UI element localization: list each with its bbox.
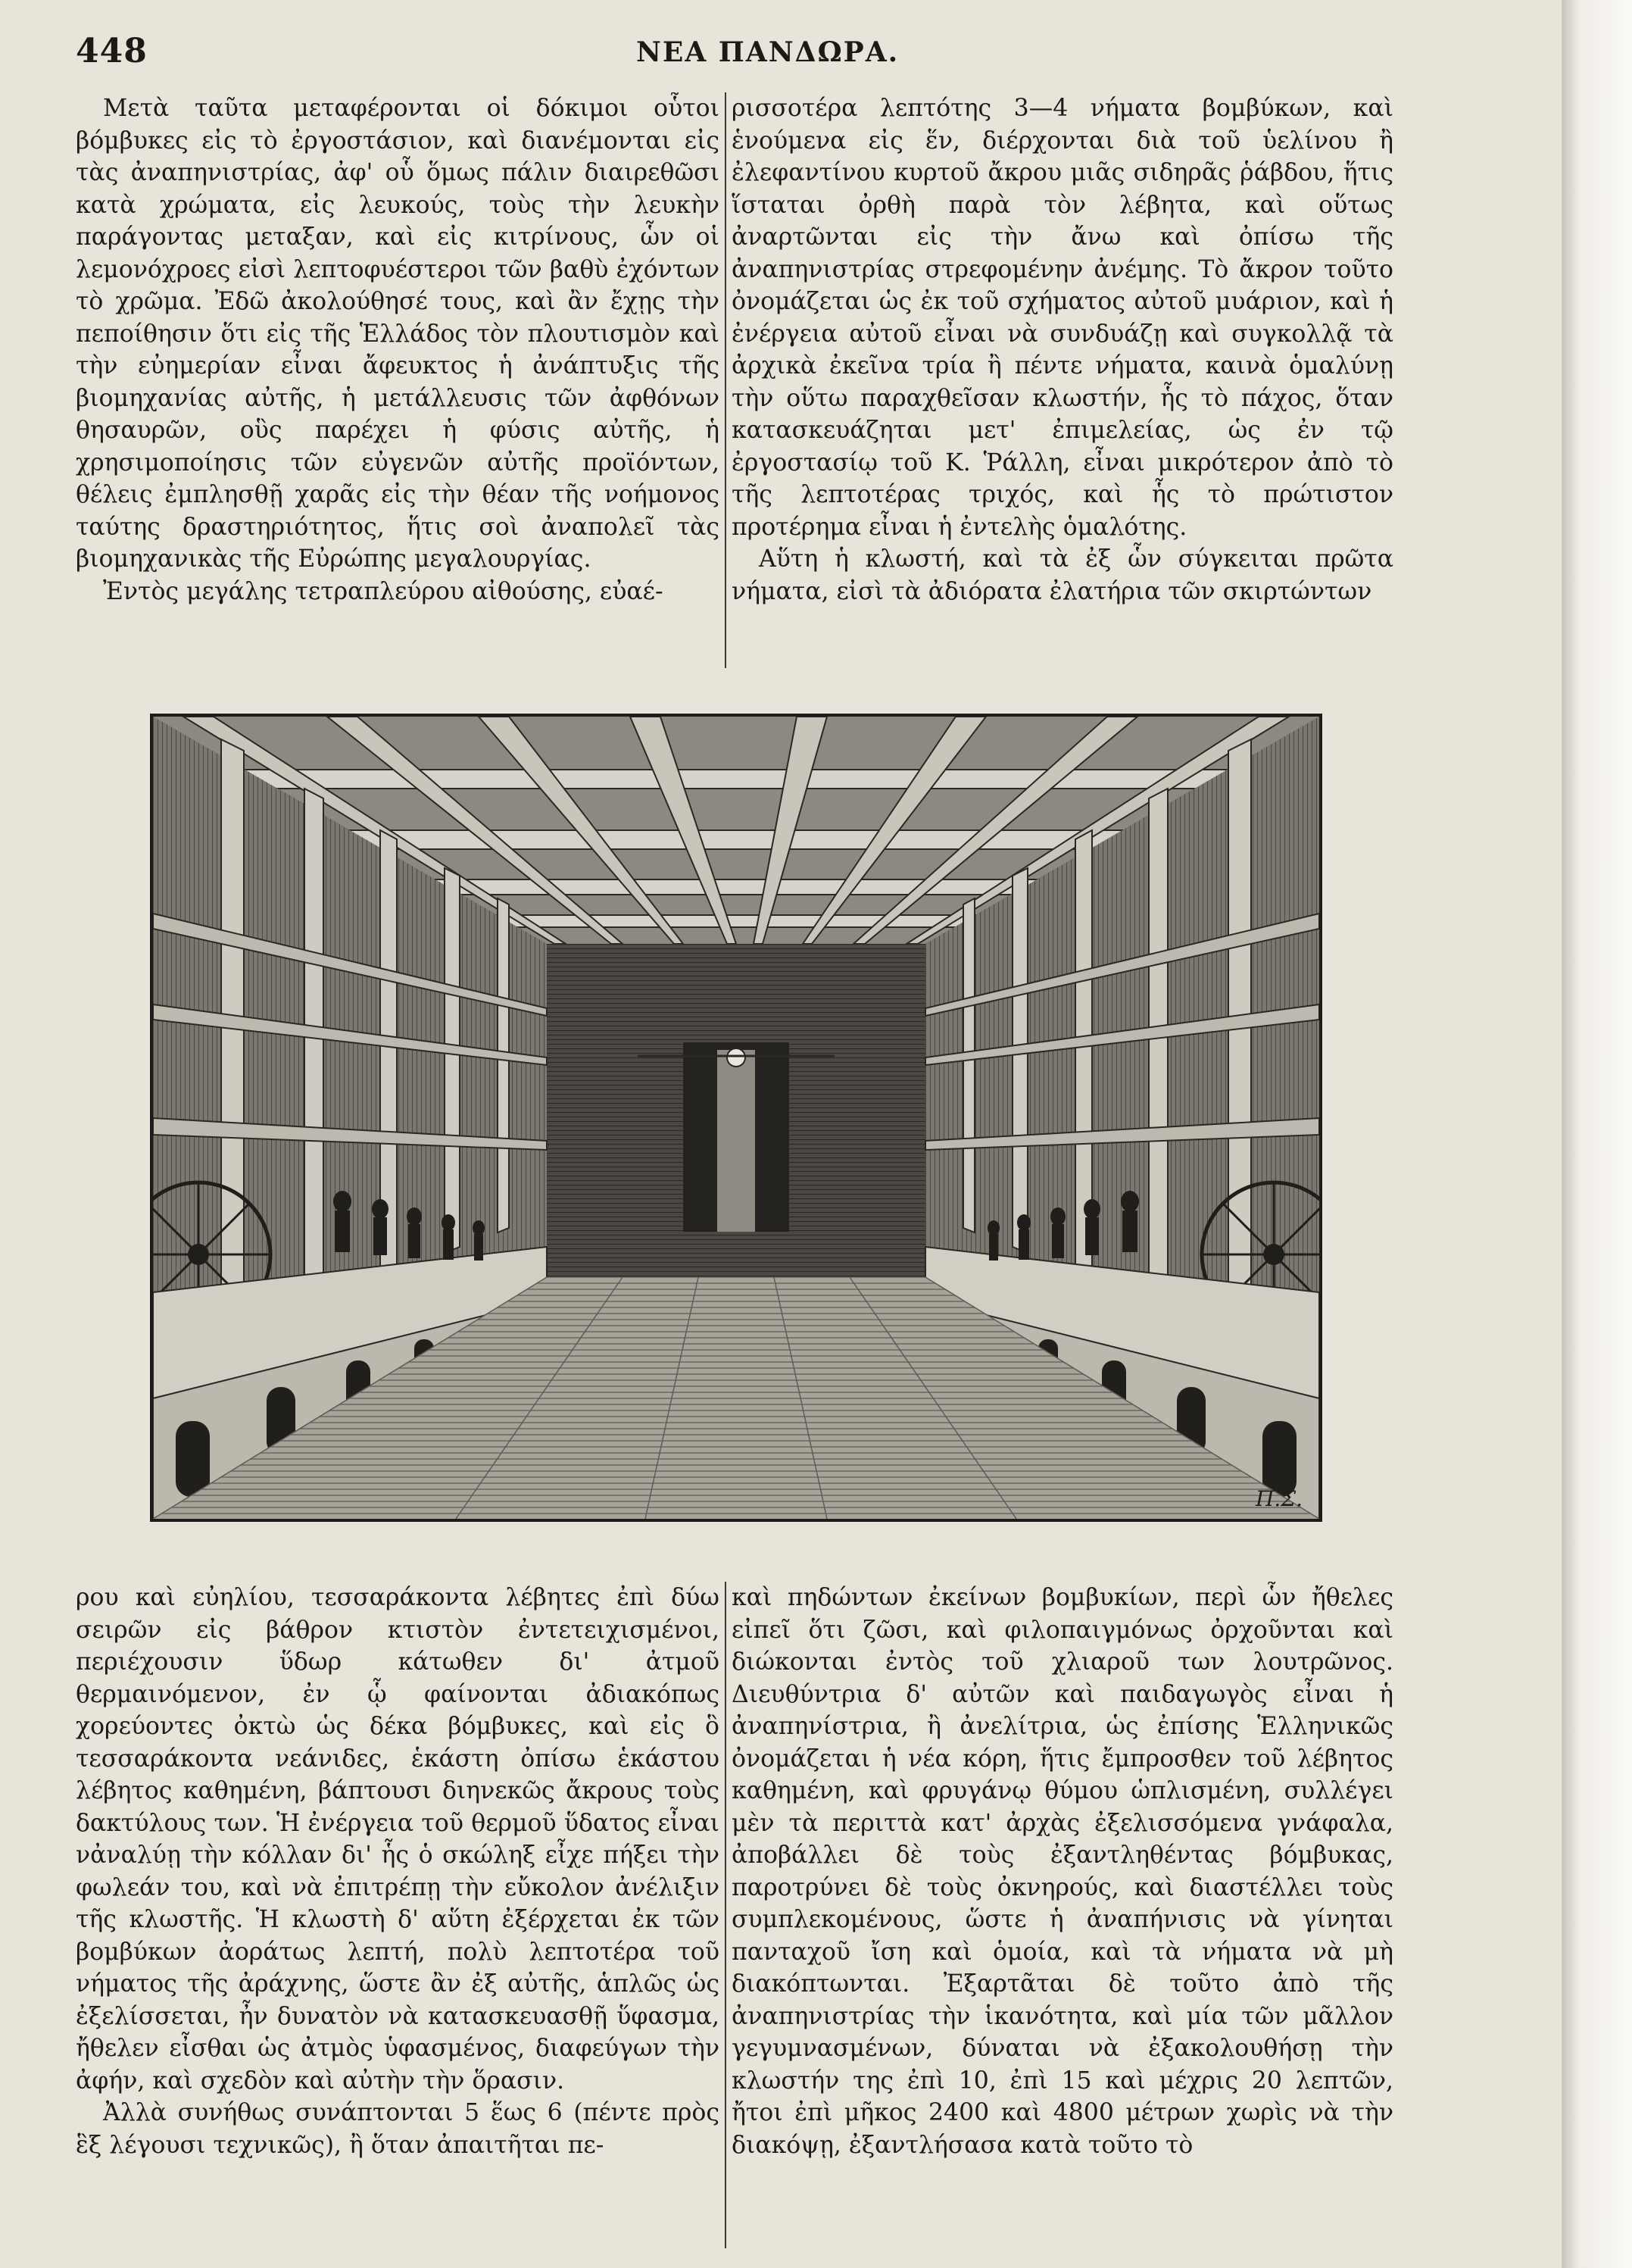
column-top-left	[76, 92, 719, 668]
column-top-right	[732, 92, 1393, 668]
column-bottom-right	[732, 1582, 1393, 2248]
silk-reeling-hall-engraving	[150, 714, 1322, 1522]
paragraph: Ἀλλὰ συνήθως συνάπτονται 5 ἕως 6 (πέντε πρὸς ἓξ λέγουσι τεχνικῶς), ἢ ὅταν ἀπαιτῆται πε-	[76, 2099, 719, 2159]
page-edge-shadow	[1562, 0, 1632, 2268]
paragraph: Αὕτη ἡ κλωστή, καὶ τὰ ἐξ ὧν σύγκειται πρῶτα νήματα, εἰσὶ τὰ ἀδιόρατα ἐλατήρια τῶν σκιρτώντων	[732, 545, 1393, 605]
column-rule-bottom	[725, 1582, 726, 2248]
paragraph: Ἐντὸς μεγάλης τετραπλεύρου αἰθούσης, εὐαέ-	[103, 577, 663, 605]
column-bottom-left	[76, 1582, 719, 2248]
paragraph: καὶ πηδώντων ἐκείνων βομβυκίων, περὶ ὧν ἤθελες εἰπεῖ ὅτι ζῶσι, καὶ φιλοπαιγμόνως ὀρχοῦνται καὶ διώκονται ἐντὸς τοῦ χλιαροῦ των λουτρῶνος. Διευθύντρια δ' αὐτῶν καὶ παιδαγωγὸς εἶναι ἡ ἀναπηνίστρια, ἢ ἀνελίτρια, ὡς ἐπίσης Ἑλληνικῶς ὀνομάζεται ἡ νέα κόρη, ἥτις ἔμπροσθεν τοῦ λέβητος καθημένη, καὶ φρυγάνῳ θύμου ὡπλισμένη, συλλέγει μὲν τὰ περιττὰ κατ' ἀρχὰς ἐξελισσόμενα γνάφαλα, ἀποβάλλει δὲ τοὺς ἐξαντληθέντας βόμβυκας, παροτρύνει δὲ τοὺς ὀκνηρούς, καὶ διαστέλλει τοὺς συμπλεκομένους, ὥστε ἡ ἀναπήνισις νὰ γίνηται πανταχοῦ ἴση καὶ ὁμοία, καὶ τὰ νήματα νὰ μὴ διακόπτωνται. Ἐξαρτᾶται δὲ τοῦτο ἀπὸ τῆς ἀναπηνιστρίας τὴν ἱκανότητα, καὶ μία τῶν μᾶλλον γεγυμνασμένων, δύναται νὰ ἐξακολουθήσῃ τὴν κλωστήν της ἐπὶ 10, ἐπὶ 15 καὶ μέχρις 20 λεπτῶν, ἤτοι ἐπὶ μῆκος 2400 καὶ 4800 μέτρων χωρὶς νὰ τὴν διακόψῃ, ἐξαντλήσασα κατὰ τοῦτο τὸ	[732, 1584, 1393, 2159]
paragraph: ρισσοτέρα λεπτότης 3—4 νήματα βομβύκων, καὶ ἑνούμενα εἰς ἕν, διέρχονται διὰ τοῦ ὑελίνου ἢ ἐλεφαντίνου κυρτοῦ ἄκρου μιᾶς σιδηρᾶς ῥάβδου, ἥτις ἵσταται ὀρθὴ παρὰ τὸν λέβητα, καὶ οὕτως ἀναρτῶνται εἰς τὴν ἄνω καὶ ὀπίσω τῆς ἀναπηνιστρίας στρεφομένην ἀνέμης. Τὸ ἄκρον τοῦτο ὀνομάζεται ὡς ἐκ τοῦ σχήματος αὐτοῦ μυάριον, καὶ ἡ ἐνέργεια αὐτοῦ εἶναι νὰ συνδυάζῃ καὶ συγκολλᾷ τὰ ἀρχικὰ ἐκεῖνα τρία ἢ πέντε νήματα, καινὰ ὁμαλύνῃ τὴν οὕτω παραχθεῖσαν κλωστήν, ἧς τὸ πάχος, ὅταν κατασκευάζηται μετ' ἐπιμελείας, ὡς ἐν τῷ ἐργοστασίῳ τοῦ Κ. Ῥάλλη, εἶναι μικρότερον ἀπὸ τὸ τῆς λεπτοτέρας τριχός, καὶ ἧς τὸ πρώτιστον προτέρημα εἶναι ἡ ἐντελὴς ὁμαλότης.	[732, 95, 1393, 541]
page-header	[76, 32, 1393, 77]
paragraph: ρου καὶ εὐηλίου, τεσσαράκοντα λέβητες ἐπὶ δύω σειρῶν εἰς βάθρον κτιστὸν ἐντετειχισμένοι, περιέχουσιν ὕδωρ κάτωθεν δι' ἀτμοῦ θερμαινόμενον, ἐν ᾧ φαίνονται ἀδιακόπως χορεύοντες ὀκτὼ ὡς δέκα βόμβυκες, καὶ εἰς ὃ τεσσαράκοντα νεάνιδες, ἑκάστη ὀπίσω ἑκάστου λέβητος καθημένη, βάπτουσι διηνεκῶς ἄκρους τοὺς δακτύλους των. Ἡ ἐνέργεια τοῦ θερμοῦ ὕδατος εἶναι νἀναλύῃ τὴν κόλλαν δι' ἧς ὁ σκώληξ εἶχε πήξει τὴν φωλεάν του, καὶ νὰ ἐπιτρέπῃ τὴν εὔκολον ἀνέλιξιν τῆς κλωστῆς. Ἡ κλωστὴ δ' αὕτη ἐξέρχεται ἐκ τῶν βομβύκων ἀοράτως λεπτή, πολὺ λεπτοτέρα τοῦ νήματος τῆς ἀράχνης, ὥστε ἂν ἐξ αὐτῆς, ἁπλῶς ὡς ἐξελίσσεται, ἦν δυνατὸν νὰ κατασκευασθῇ ὕφασμα, ἤθελεν εἶσθαι ὡς ἀτμὸς ὑφασμένος, διαφεύγων τὴν ἀφήν, καὶ σχεδὸν καὶ αὐτὴν τὴν ὅρασιν.	[76, 1584, 719, 2095]
running-title: ΝΕΑ ΠΑΝΔΩΡΑ.	[636, 36, 900, 68]
paragraph: Μετὰ ταῦτα μεταφέρονται οἱ δόκιμοι οὗτοι βόμβυκες εἰς τὸ ἐργοστάσιον, καὶ διανέμονται εἰς τὰς ἀναπηνιστρίας, ἀφ' οὗ ὅμως πάλιν διαιρεθῶσι κατὰ χρώματα, εἰς λευκούς, τοὺς τὴν λευκὴν παράγοντας μεταξαν, καὶ εἰς κιτρίνους, ὧν οἱ λεμονόχροες εἰσὶ λεπτοφυέστεροι τῶν βαθὺ ἐχόντων τὸ χρῶμα. Ἐδῶ ἀκολούθησέ τους, καὶ ἂν ἔχῃς τὴν πεποίθησιν ὅτι εἰς τῆς Ἑλλάδος τὸν πλουτισμὸν καὶ τὴν εὐημερίαν εἶναι ἄφευκτος ἡ ἀνάπτυξις τῆς βιομηχανίας αὐτῆς, ἡ μετάλλευσις τῶν ἀφθόνων θησαυρῶν, οὓς παρέχει ἡ φύσις αὐτῆς, ἡ χρησιμοποίησις τῶν εὐγενῶν αὐτῆς προϊόντων, θέλεις ἐμπλησθῇ χαρᾶς εἰς τὴν θέαν τῆς νοήμονος ταύτης δραστηριότητος, ἥτις σοὶ ἀναπολεῖ τὰς βιομηχανικὰς τῆς Εὐρώπης μεγαλουργίας.	[76, 95, 719, 573]
column-rule-top	[725, 92, 726, 668]
engraving-drawing	[153, 717, 1319, 1519]
page-number: 448	[76, 32, 148, 70]
engraver-signature: Π.Σ.	[1255, 1486, 1303, 1511]
